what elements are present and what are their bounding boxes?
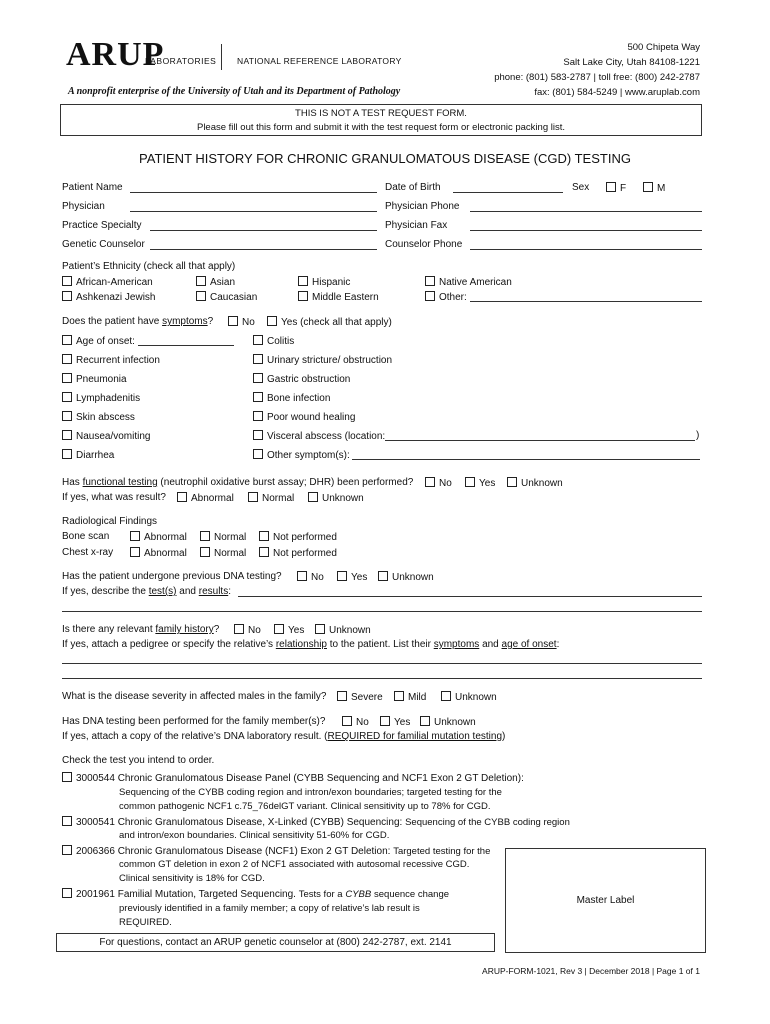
chest-xray-abnormal[interactable]: Abnormal — [130, 547, 187, 559]
test-2006366-desc-2: common GT deletion in exon 2 of NCF1 associated with autosomal recessive CGD. — [119, 859, 470, 870]
sex-f-option[interactable]: F — [606, 182, 626, 194]
tests-intro: Check the test you intend to order. — [62, 755, 215, 766]
symptom-nausea[interactable]: Nausea/vomiting — [62, 430, 150, 442]
arup-logo: ARUP — [66, 36, 165, 73]
checkbox-icon[interactable] — [337, 691, 347, 701]
contact-box — [56, 933, 495, 952]
checkbox-icon[interactable] — [274, 624, 284, 634]
checkbox-icon[interactable] — [342, 716, 352, 726]
functional-unknown[interactable]: Unknown — [507, 477, 563, 489]
counselor-field[interactable] — [150, 249, 377, 250]
footer-form-id: ARUP-FORM-1021, Rev 3 | December 2018 | Page 1 of 1 — [482, 966, 700, 976]
symptom-age-onset[interactable]: Age of onset: — [62, 335, 135, 347]
severity-unknown[interactable]: Unknown — [441, 691, 497, 703]
checkbox-icon[interactable] — [297, 571, 307, 581]
test-3000541[interactable]: 3000541 Chronic Granulomatous Disease, X-Linked (CYBB) Sequencing: Sequencing of the CYBB coding region — [62, 816, 570, 828]
phys-fax-field[interactable] — [470, 230, 702, 231]
symptom-bone-infection[interactable]: Bone infection — [253, 392, 330, 404]
checkbox-icon[interactable] — [62, 888, 72, 898]
bone-scan-normal[interactable]: Normal — [200, 531, 246, 543]
checkbox-icon[interactable] — [62, 291, 72, 301]
checkbox-icon[interactable] — [62, 430, 72, 440]
symptom-wound-healing[interactable]: Poor wound healing — [253, 411, 355, 423]
physician-field[interactable] — [130, 211, 377, 212]
phys-fax-label: Physician Fax — [385, 220, 448, 231]
couns-phone-field[interactable] — [470, 249, 702, 250]
bone-scan-label: Bone scan — [62, 531, 110, 542]
address-line-2: Salt Lake City, Utah 84108-1221 — [563, 57, 700, 68]
test-2001961-desc-3: REQUIRED. — [119, 917, 172, 928]
checkbox-icon[interactable] — [200, 547, 210, 557]
phys-phone-field[interactable] — [470, 211, 702, 212]
ethnicity-heading: Patient’s Ethnicity (check all that apply) — [62, 261, 236, 272]
couns-phone-label: Counselor Phone — [385, 239, 463, 250]
symptom-other[interactable]: Other symptom(s): — [253, 449, 350, 461]
checkbox-icon[interactable] — [228, 316, 238, 326]
specialty-field[interactable] — [150, 230, 377, 231]
checkbox-icon[interactable] — [62, 354, 72, 364]
test-2006366-desc-3: Clinical sensitivity is 18% for CGD. — [119, 873, 265, 884]
symptoms-question: Does the patient have symptoms? — [62, 316, 214, 327]
checkbox-icon[interactable] — [259, 547, 269, 557]
family-yes[interactable]: Yes — [274, 624, 304, 636]
severity-severe[interactable]: Severe — [337, 691, 383, 703]
functional-question: Has functional testing (neutrophil oxidative burst assay; DHR) been performed? — [62, 477, 414, 488]
eth-native-american[interactable]: Native American — [425, 276, 512, 288]
checkbox-icon[interactable] — [62, 373, 72, 383]
checkbox-icon[interactable] — [606, 182, 616, 192]
family-attach-text: If yes, attach a pedigree or specify the relative’s relationship to the patient. List their symptoms and age of onset: — [62, 639, 560, 650]
severity-mild[interactable]: Mild — [394, 691, 426, 703]
family-dna-yes[interactable]: Yes — [380, 716, 410, 728]
severity-question: What is the disease severity in affected males in the family? — [62, 691, 327, 702]
test-3000544-desc-2: common pathogenic NCF1 c.75_76delGT variant. Clinical sensitivity up to 78% for CGD. — [119, 801, 491, 812]
checkbox-icon[interactable] — [62, 411, 72, 421]
checkbox-icon[interactable] — [253, 392, 263, 402]
dna-describe: If yes, describe the test(s) and results: — [62, 586, 231, 597]
checkbox-icon[interactable] — [253, 335, 263, 345]
family-dna-attach: If yes, attach a copy of the relative’s DNA laboratory result. (REQUIRED for familial mutation testing) — [62, 731, 506, 742]
bone-scan-abnormal[interactable]: Abnormal — [130, 531, 187, 543]
notice-line-1: THIS IS NOT A TEST REQUEST FORM. — [295, 108, 467, 119]
dna-no[interactable]: No — [297, 571, 324, 583]
checkbox-icon[interactable] — [62, 449, 72, 459]
dna-describe-field[interactable] — [238, 596, 702, 597]
checkbox-icon[interactable] — [196, 276, 206, 286]
eth-hispanic[interactable]: Hispanic — [298, 276, 350, 288]
tagline: A nonprofit enterprise of the University of Utah and its Department of Pathology — [68, 86, 401, 97]
checkbox-icon[interactable] — [315, 624, 325, 634]
form-title: PATIENT HISTORY FOR CHRONIC GRANULOMATOUS DISEASE (CGD) TESTING — [139, 151, 631, 166]
functional-yes[interactable]: Yes — [465, 477, 495, 489]
age-onset-field[interactable] — [138, 345, 234, 346]
dna-unknown[interactable]: Unknown — [378, 571, 434, 583]
family-unknown[interactable]: Unknown — [315, 624, 371, 636]
test-3000544[interactable]: 3000544 Chronic Granulomatous Disease Panel (CYBB Sequencing and NCF1 Exon 2 GT Deletion): — [62, 772, 524, 784]
logo-subtitle: LABORATORIES — [145, 56, 217, 66]
family-no[interactable]: No — [234, 624, 261, 636]
dna-describe-field-2[interactable] — [62, 611, 702, 612]
checkbox-icon[interactable] — [643, 182, 653, 192]
master-label-text: Master Label — [576, 895, 635, 906]
bone-scan-not-performed[interactable]: Not performed — [259, 531, 337, 543]
test-3000544-desc-1: Sequencing of the CYBB coding region and intron/exon boundaries; targeted testing for the — [119, 787, 502, 798]
checkbox-icon[interactable] — [465, 477, 475, 487]
visceral-close-paren: ) — [696, 430, 700, 441]
checkbox-icon[interactable] — [425, 477, 435, 487]
notice-box — [60, 104, 702, 136]
checkbox-icon[interactable] — [378, 571, 388, 581]
test-2001961[interactable]: 2001961 Familial Mutation, Targeted Sequencing. Tests for a CYBB sequence change — [62, 888, 449, 900]
family-history-question: Is there any relevant family history? — [62, 624, 220, 635]
checkbox-icon[interactable] — [298, 276, 308, 286]
eth-middle-eastern[interactable]: Middle Eastern — [298, 291, 379, 303]
checkbox-icon[interactable] — [259, 531, 269, 541]
checkbox-icon[interactable] — [62, 335, 72, 345]
checkbox-icon[interactable] — [196, 291, 206, 301]
symptom-lymphadenitis[interactable]: Lymphadenitis — [62, 392, 140, 404]
checkbox-icon[interactable] — [248, 492, 258, 502]
checkbox-icon[interactable] — [234, 624, 244, 634]
symptom-urinary[interactable]: Urinary stricture/ obstruction — [253, 354, 392, 366]
checkbox-icon[interactable] — [394, 691, 404, 701]
checkbox-icon[interactable] — [425, 276, 435, 286]
checkbox-icon[interactable] — [130, 531, 140, 541]
checkbox-icon[interactable] — [62, 276, 72, 286]
symptom-recurrent-infection[interactable]: Recurrent infection — [62, 354, 160, 366]
contact-text: For questions, contact an ARUP genetic counselor at (800) 242-2787, ext. 2141 — [99, 937, 452, 948]
symptom-visceral-abscess[interactable]: Visceral abscess (location: — [253, 430, 385, 442]
checkbox-icon[interactable] — [62, 816, 72, 826]
checkbox-icon[interactable] — [507, 477, 517, 487]
test-2006366[interactable]: 2006366 Chronic Granulomatous Disease (NCF1) Exon 2 GT Deletion: Targeted testing for the — [62, 845, 490, 857]
patient-name-label: Patient Name — [62, 182, 123, 193]
family-field-2[interactable] — [62, 678, 702, 679]
symptom-skin-abscess[interactable]: Skin abscess — [62, 411, 135, 423]
test-2001961-desc-2: previously identified in a family member; a copy of relative’s lab result is — [119, 903, 420, 914]
checkbox-icon[interactable] — [308, 492, 318, 502]
phys-phone-label: Physician Phone — [385, 201, 460, 212]
checkbox-icon[interactable] — [253, 354, 263, 364]
symptom-diarrhea[interactable]: Diarrhea — [62, 449, 114, 461]
checkbox-icon[interactable] — [337, 571, 347, 581]
family-dna-no[interactable]: No — [342, 716, 369, 728]
nrl-text: NATIONAL REFERENCE LABORATORY — [237, 56, 402, 66]
checkbox-icon[interactable] — [253, 373, 263, 383]
dna-yes[interactable]: Yes — [337, 571, 367, 583]
checkbox-icon[interactable] — [425, 291, 435, 301]
checkbox-icon[interactable] — [62, 392, 72, 402]
notice-line-2: Please fill out this form and submit it with the test request form or electronic packing list. — [196, 122, 566, 133]
symptom-colitis[interactable]: Colitis — [253, 335, 294, 347]
chest-xray-not-performed[interactable]: Not performed — [259, 547, 337, 559]
checkbox-icon[interactable] — [253, 449, 263, 459]
chest-xray-normal[interactable]: Normal — [200, 547, 246, 559]
symptom-gastric[interactable]: Gastric obstruction — [253, 373, 350, 385]
eth-caucasian[interactable]: Caucasian — [196, 291, 257, 303]
checkbox-icon[interactable] — [441, 691, 451, 701]
checkbox-icon[interactable] — [420, 716, 430, 726]
functional-abnormal[interactable]: Abnormal — [177, 492, 234, 504]
symptoms-yes[interactable]: Yes (check all that apply) — [267, 316, 392, 328]
eth-other[interactable]: Other: — [425, 291, 467, 303]
functional-no[interactable]: No — [425, 477, 452, 489]
header-divider — [221, 44, 222, 70]
symptom-pneumonia[interactable]: Pneumonia — [62, 373, 127, 385]
sex-label: Sex — [572, 182, 590, 193]
functional-result-question: If yes, what was result? — [62, 492, 166, 503]
dob-label: Date of Birth — [385, 182, 441, 193]
checkbox-icon[interactable] — [267, 316, 277, 326]
functional-result-unknown[interactable]: Unknown — [308, 492, 364, 504]
checkbox-icon[interactable] — [380, 716, 390, 726]
eth-ashkenazi[interactable]: Ashkenazi Jewish — [62, 291, 155, 303]
checkbox-icon[interactable] — [62, 845, 72, 855]
eth-asian[interactable]: Asian — [196, 276, 235, 288]
dob-field[interactable] — [453, 192, 563, 193]
specialty-label: Practice Specialty — [62, 220, 142, 231]
visceral-location-field[interactable] — [385, 440, 695, 441]
counselor-label: Genetic Counselor — [62, 239, 145, 250]
other-symptom-field[interactable] — [352, 459, 700, 460]
checkbox-icon[interactable] — [130, 547, 140, 557]
checkbox-icon[interactable] — [200, 531, 210, 541]
patient-name-field[interactable] — [130, 192, 377, 193]
checkbox-icon[interactable] — [177, 492, 187, 502]
family-dna-question: Has DNA testing been performed for the family member(s)? — [62, 716, 326, 727]
eth-african-american[interactable]: African-American — [62, 276, 153, 288]
checkbox-icon[interactable] — [253, 430, 263, 440]
family-dna-unknown[interactable]: Unknown — [420, 716, 476, 728]
test-3000541-desc-2: and intron/exon boundaries. Clinical sensitivity 51-60% for CGD. — [119, 830, 390, 841]
radiology-heading: Radiological Findings — [62, 516, 158, 527]
physician-label: Physician — [62, 201, 105, 212]
checkbox-icon[interactable] — [62, 772, 72, 782]
sex-m-option[interactable]: M — [643, 182, 665, 194]
address-line-1: 500 Chipeta Way — [627, 42, 700, 53]
phone-line: phone: (801) 583-2787 | toll free: (800) 242-2787 — [494, 72, 700, 83]
eth-other-field[interactable] — [470, 301, 702, 302]
fax-line: fax: (801) 584-5249 | www.aruplab.com — [534, 87, 700, 98]
functional-normal[interactable]: Normal — [248, 492, 294, 504]
chest-xray-label: Chest x-ray — [62, 547, 114, 558]
master-label-box[interactable] — [505, 848, 706, 953]
symptoms-no[interactable]: No — [228, 316, 255, 328]
dna-question: Has the patient undergone previous DNA testing? — [62, 571, 282, 582]
family-field-1[interactable] — [62, 663, 702, 664]
checkbox-icon[interactable] — [298, 291, 308, 301]
checkbox-icon[interactable] — [253, 411, 263, 421]
